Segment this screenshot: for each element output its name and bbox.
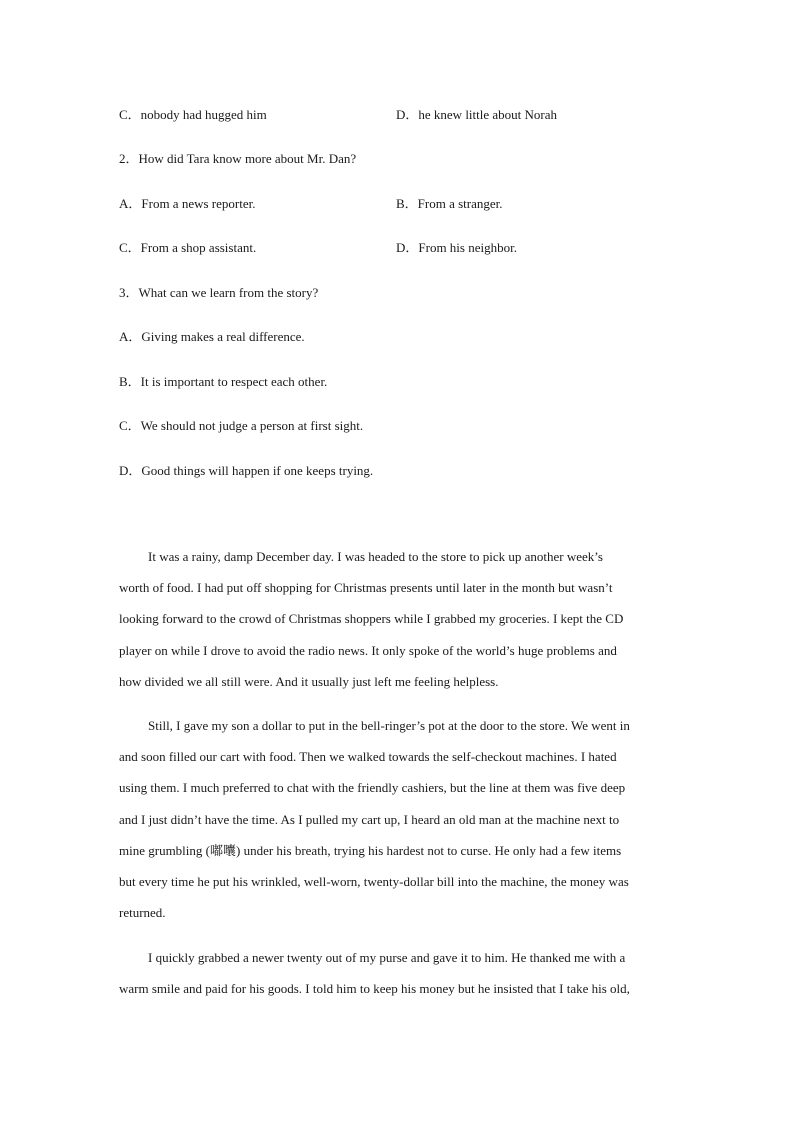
- passage-line: how divided we all still were. And it usually just left me feeling helpless.: [119, 673, 499, 689]
- passage-line: worth of food. I had put off shopping for Christmas presents until later in the month but wasn’t: [119, 580, 613, 596]
- passage-line: using them. I much preferred to chat with the friendly cashiers, but the line at them was five deep: [119, 780, 626, 796]
- q1-option-c: C．nobody had hugged him: [119, 107, 267, 122]
- passage-line: and soon filled our cart with food. Then we walked towards the self-checkout machines. I hated: [119, 749, 617, 765]
- passage-line: It was a rainy, damp December day. I was headed to the store to pick up another week’s: [148, 549, 603, 564]
- passage-line: Still, I gave my son a dollar to put in the bell-ringer’s pot at the door to the store. We went in: [148, 718, 630, 733]
- passage-line: but every time he put his wrinkled, well-worn, twenty-dollar bill into the machine, the money was: [119, 874, 629, 890]
- q3-stem: 3．What can we learn from the story?: [119, 285, 319, 300]
- passage-paragraph-1: [119, 541, 671, 697]
- passage-line: and I just didn’t have the time. As I pulled my cart up, I heard an old man at the machine next to: [119, 811, 620, 827]
- q2-option-b: B．From a stranger.: [396, 196, 503, 211]
- q3-option-b: B．It is important to respect each other.: [119, 374, 328, 389]
- passage-line: returned.: [119, 905, 166, 921]
- q1-option-d: D．he knew little about Norah: [396, 107, 558, 122]
- q2-option-d: D．From his neighbor.: [396, 240, 517, 255]
- q3-option-c: C．We should not judge a person at first sight.: [119, 418, 364, 433]
- passage-paragraph-3: [119, 942, 671, 1004]
- q2-stem: 2．How did Tara know more about Mr. Dan?: [119, 151, 357, 166]
- passage-line: looking forward to the crowd of Christmas shoppers while I grabbed my groceries. I kept the CD: [119, 611, 624, 627]
- q3-option-a: A．Giving makes a real difference.: [119, 329, 305, 344]
- passage-line: warm smile and paid for his goods. I told him to keep his money but he insisted that I take his old,: [119, 981, 630, 997]
- q2-option-c: C．From a shop assistant.: [119, 240, 257, 255]
- passage-line: mine grumbling (嘟囔) under his breath, trying his hardest not to curse. He only had a few items: [119, 842, 622, 858]
- passage-line: I quickly grabbed a newer twenty out of my purse and gave it to him. He thanked me with a: [148, 950, 626, 965]
- q3-option-d: D．Good things will happen if one keeps trying.: [119, 463, 374, 478]
- passage-paragraph-2: [119, 710, 671, 928]
- q2-option-a: A．From a news reporter.: [119, 196, 256, 211]
- passage-line: player on while I drove to avoid the radio news. It only spoke of the world’s huge problems and: [119, 642, 617, 658]
